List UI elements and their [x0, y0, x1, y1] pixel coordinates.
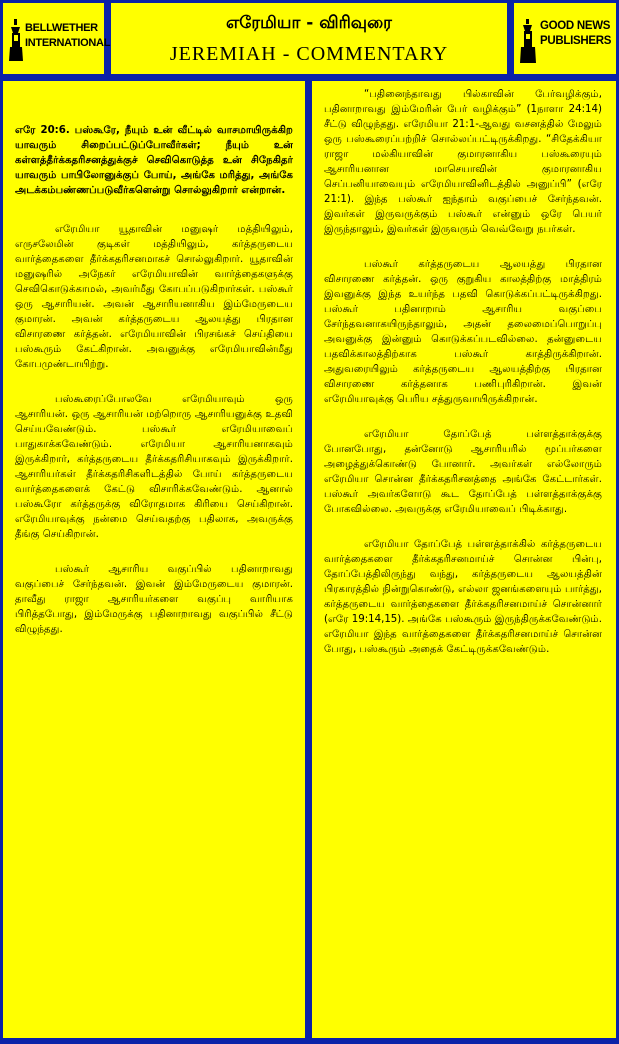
left-column — [3, 81, 305, 1038]
paragraph: எரேமியா தோப்பேத் பள்ளத்தாக்கில் கர்த்தருடைய வார்த்தைகளை தீர்க்கதரிசனமாய்ச் சொன்ன பின்பு, தோப்பேத்திலிருந்து வந்து, கர்த்தருடைய ஆலயத்தின் பிரகாரத்தில் நின்றுகொண்டு, எல்லா ஜனங்களையும் பார்த்து, கர்த்தருடைய வார்த்தைகளை தீர்க்கதரிசனமாய்ச் சொன்னார் (எரே 19:14,15). அங்கே பஸ்கூரும் இருந்திருக்கவேண்டும். எரேமியா இந்த வார்த்தைகளை தீர்க்கதரிசனமாய்ச் சொன்ன போது, பஸ்கூரும் அதைக் கேட்டிருக்கவேண்டும். — [324, 539, 602, 655]
title-box — [111, 3, 507, 74]
paragraph: எரேமியா யூதாவின் மனுஷர் மத்தியிலும், எருசலேமின் குடிகள் மத்தியிலும், கர்த்தருடைய வார்த்தைகளை தீர்க்கதரிசனமாகச் சொல்லுகிறார். யூதாவின் மனுஷரில் அநேகர் எரேமியாவின் வார்த்தைகளுக்கு செவிகொடுக்காமல், அவர்மீது கோபப்படுகிறார்கள். பஸ்கூர் ஒரு ஆசாரியன். அவன் ஆசாரியனாகிய இம்மேருடைய குமாரன். அவன் கர்த்தருடைய ஆலயத்து பிரதான விசாரணை கர்த்தன். எரேமியாவின் பிரசங்கச் செய்தியை பஸ்கூரும் கேட்கிறான். அவனுக்கு எரேமியாவின்மீது கோபமுண்டாயிற்று. — [15, 224, 293, 370]
right-column — [312, 81, 616, 1038]
tower-icon — [519, 19, 537, 63]
bellwether-logo — [3, 3, 111, 74]
paragraph: எரேமியா தோப்பேத் பள்ளத்தாக்குக்கு போனபோது, தன்னோடு ஆசாரியரில் மூப்பர்களை அழைத்துக்கொண்டு போனார். அவர்கள் எல்லோரும் எரேமியா சொன்ன தீர்க்கதரிசனத்தை அங்கே கேட்டார்கள். பஸ்கூர் அவர்களோடு கூட தோப்பேத் பள்ளத்தாக்குக்கு போகவில்லை. அவருக்கு எரேமியாவைப் பிடிக்காது. — [324, 429, 602, 515]
title-english: JEREMIAH - COMMENTARY — [169, 43, 449, 65]
logo-text-line1: BELLWETHER — [25, 22, 98, 34]
logo-text-line2: PUBLISHERS — [540, 35, 612, 47]
good-news-publishers-logo — [514, 3, 616, 74]
bell-tower-icon — [8, 19, 24, 61]
logo-text-line1: GOOD NEWS — [540, 20, 611, 32]
paragraph: பஸ்கூர் கர்த்தருடைய ஆலயத்து பிரதான விசாரணை கர்த்தன். ஒரு குறுகிய காலத்திற்கு மாத்திரம் இவனுக்கு இந்த உயர்ந்த பதவி கொடுக்கப்பட்டிருக்கிறது. பஸ்கூர் பதினாறாம் ஆசாரிய வகுப்பை சேர்ந்தவனாகயிருந்தாலும், அதன் தலைமைப்பொறுப்பு அவனுக்கு இன்னும் கொடுக்கப்படவில்லை. தன்னுடைய பதவிக்காலத்திற்காக பஸ்கூர் காத்திருக்கிறான். அதுவரையிலும் கர்த்தருடைய ஆலயத்திற்கு பிரதான விசாரணை கர்த்தனாக பணிபுரிகிறான். இவன் எரேமியாவுக்கு பெரிய சத்துருவாயிருக்கிறான். — [324, 259, 602, 405]
title-tamil: எரேமியா - விரிவுரை — [226, 13, 392, 33]
paragraph: “பதினைந்தாவது பில்காவின் பேர்வழிக்கும், பதினாறாவது இம்மேரின் பேர் வழிக்கும்” (1நாளா 24:14) சீட்டு விழுந்தது. எரேமியா 21:1-ஆவது வசனத்தில் மேலும் ஒரு பஸ்கூரைப்பற்றிச் சொல்லப்பட்டிருக்கிறது. “சிதேக்கியா ராஜா மல்கியாவின் குமாரனாகிய பஸ்கூரையும் ஆசாரியனான மாசெயாவின் குமாரனாகிய செப்பனியாவையும் எரேமியாவினிடத்தில் அனுப்பி” (எரே 21:1). இந்த பஸ்கூர் ஐந்தாம் வகுப்பைச் சேர்ந்தவன். இவர்கள் இருவருக்கும் பஸ்கூர் என்னும் ஒரே பெயர் இருந்தாலும், இவர்கள் இருவரும் வெவ்வேறு நபர்கள். — [324, 89, 602, 235]
logo-text-line2: INTERNATIONAL — [25, 37, 111, 49]
paragraph: பஸ்கூரைப்போலவே எரேமியாவும் ஒரு ஆசாரியன். ஒரு ஆசாரியன் மற்றொரு ஆசாரியனுக்கு உதவி செய்யவேண்டும். பஸ்கூர் எரேமியாவைப் பாதுகாக்கவேண்டும். எரேமியா ஆசாரியனாகவும் இருக்கிறார், கர்த்தருடைய தீர்க்கதரிசியாகவும் இருக்கிறார். ஆசாரியர்கள் தீர்க்கதரிசிகளிடத்தில் போய் கர்த்தருடைய வார்த்தைகளைக் கேட்டு விசாரிக்கவேண்டும். ஆனால் பஸ்கூரோ கர்த்தருக்கு விரோதமாக கிரியை செய்கிறான். எரேமியாவுக்கு நன்மை செய்வதற்கு பதிலாக, அவருக்கு தீங்கு செய்கிறான். — [15, 394, 293, 540]
paragraph: பஸ்கூர் ஆசாரிய வகுப்பில் பதினாறாவது வகுப்பைச் சேர்ந்தவன். இவன் இம்மேருடைய குமாரன். தாவீது ராஜா ஆசாரியர்களை வகுப்பு வாரியாக பிரித்தபோது, இம்மேருக்கு பதினாறாவது வகுப்பில் சீட்டு விழுந்தது. — [15, 564, 293, 635]
verse-text: எரே 20:6. பஸ்கூரே, நீயும் உன் வீட்டில் வாசமாயிருக்கிற யாவரும் சிறைப்பட்டுப்போவீர்கள்; நீயும் உன் கள்ளத்தீர்க்கதரிசனத்துக்குச் செவிகொடுத்த உன் சிநேகிதர் யாவரும் பாபிலோனுக்குப் போய், அங்கே மரித்து, அங்கே அடக்கம்பண்ணப்படுவீர்களென்று சொல்லுகிறார் என்றான். — [15, 125, 293, 196]
